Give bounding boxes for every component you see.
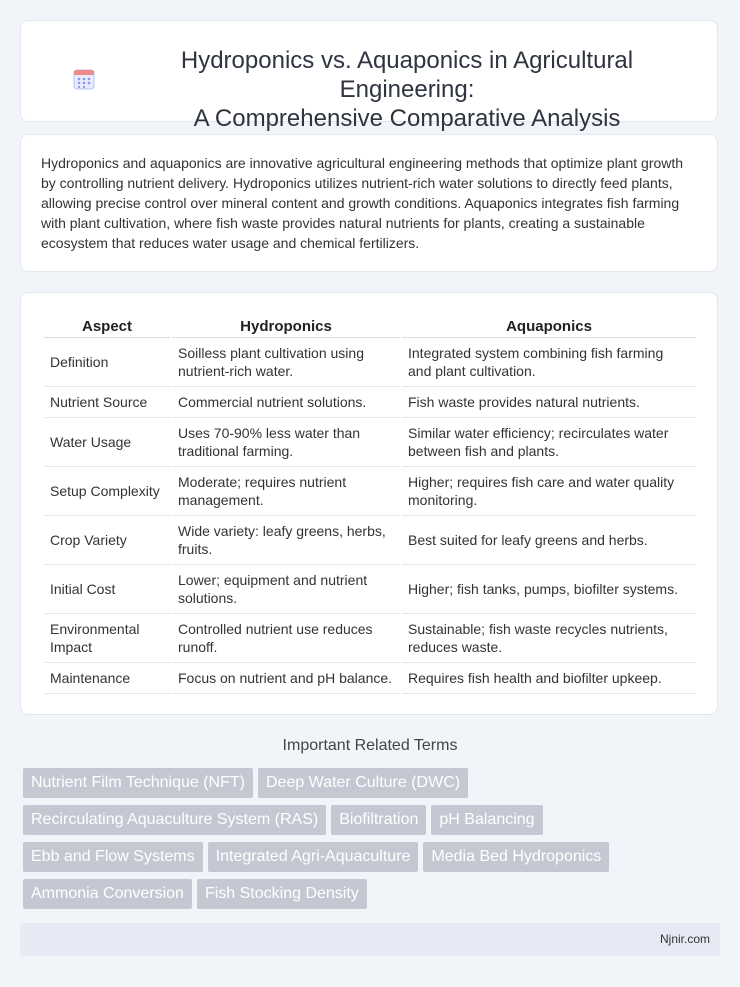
table-header-row <box>44 315 696 338</box>
aquaponics-cell: Higher; requires fish care and water quality monitoring. <box>402 467 696 516</box>
table-row <box>44 516 696 565</box>
aspect-cell: Maintenance <box>44 663 170 694</box>
table-row <box>44 418 696 467</box>
term-tag[interactable]: pH Balancing <box>431 805 542 835</box>
aspect-cell: Environmental Impact <box>44 614 170 663</box>
column-header-aspect: Aspect <box>44 315 170 338</box>
table-row <box>44 467 696 516</box>
hydroponics-cell: Uses 70-90% less water than traditional farming. <box>172 418 400 467</box>
aquaponics-cell: Similar water efficiency; recirculates water between fish and plants. <box>402 418 696 467</box>
footer <box>20 923 720 956</box>
table-row <box>44 663 696 694</box>
aspect-cell: Crop Variety <box>44 516 170 565</box>
hydroponics-cell: Soilless plant cultivation using nutrient-rich water. <box>172 338 400 387</box>
hydroponics-cell: Commercial nutrient solutions. <box>172 387 400 418</box>
term-tag[interactable]: Ammonia Conversion <box>23 879 192 909</box>
title-card <box>20 20 718 132</box>
comparison-table-card <box>20 292 718 715</box>
page-title-line2: A Comprehensive Comparative Analysis <box>193 105 621 132</box>
aspect-cell: Initial Cost <box>44 565 170 614</box>
term-tag[interactable]: Media Bed Hydroponics <box>423 842 609 872</box>
comparison-table <box>42 315 698 694</box>
aspect-cell: Definition <box>44 338 170 387</box>
calendar-icon <box>73 68 95 90</box>
term-tag[interactable]: Deep Water Culture (DWC) <box>258 768 468 798</box>
term-tag[interactable]: Recirculating Aquaculture System (RAS) <box>23 805 326 835</box>
intro-paragraph: Hydroponics and aquaponics are innovative agricultural engineering methods that optimize plant growth by controlling nutrient delivery. Hydroponics utilizes nutrient-rich water solutions to directly feed plants, allowing precise control over mineral content and growth conditions. Aquaponics integrates fish farming with plant cultivation, where fish waste provides natural nutrients for plants, creating a sustainable ecosystem that reduces water usage and chemical fertilizers. <box>41 155 684 251</box>
aquaponics-cell: Sustainable; fish waste recycles nutrients, reduces waste. <box>402 614 696 663</box>
aquaponics-cell: Requires fish health and biofilter upkeep. <box>402 663 696 694</box>
hydroponics-cell: Lower; equipment and nutrient solutions. <box>172 565 400 614</box>
aquaponics-cell: Best suited for leafy greens and herbs. <box>402 516 696 565</box>
term-tag[interactable]: Biofiltration <box>331 805 426 835</box>
hydroponics-cell: Focus on nutrient and pH balance. <box>172 663 400 694</box>
aquaponics-cell: Fish waste provides natural nutrients. <box>402 387 696 418</box>
table-row <box>44 565 696 614</box>
related-terms-list <box>23 768 623 916</box>
aspect-cell: Nutrient Source <box>44 387 170 418</box>
term-tag[interactable]: Fish Stocking Density <box>197 879 367 909</box>
term-tag[interactable]: Integrated Agri-Aquaculture <box>208 842 419 872</box>
column-header-hydroponics: Hydroponics <box>172 315 400 338</box>
aquaponics-cell: Higher; fish tanks, pumps, biofilter systems. <box>402 565 696 614</box>
table-row <box>44 614 696 663</box>
aspect-cell: Water Usage <box>44 418 170 467</box>
hydroponics-cell: Moderate; requires nutrient management. <box>172 467 400 516</box>
column-header-aquaponics: Aquaponics <box>402 315 696 338</box>
table-row <box>44 387 696 418</box>
footer-site-link[interactable]: Njnir.com <box>659 932 710 946</box>
hydroponics-cell: Controlled nutrient use reduces runoff. <box>172 614 400 663</box>
table-row <box>44 338 696 387</box>
page-title-line1: Hydroponics vs. Aquaponics in Agricultural Engineering: <box>180 47 634 103</box>
page-title <box>117 46 697 133</box>
term-tag[interactable]: Ebb and Flow Systems <box>23 842 203 872</box>
related-terms-heading: Important Related Terms <box>282 737 458 754</box>
aspect-cell: Setup Complexity <box>44 467 170 516</box>
intro-card <box>20 134 718 272</box>
aquaponics-cell: Integrated system combining fish farming and plant cultivation. <box>402 338 696 387</box>
hydroponics-cell: Wide variety: leafy greens, herbs, fruits. <box>172 516 400 565</box>
term-tag[interactable]: Nutrient Film Technique (NFT) <box>23 768 253 798</box>
